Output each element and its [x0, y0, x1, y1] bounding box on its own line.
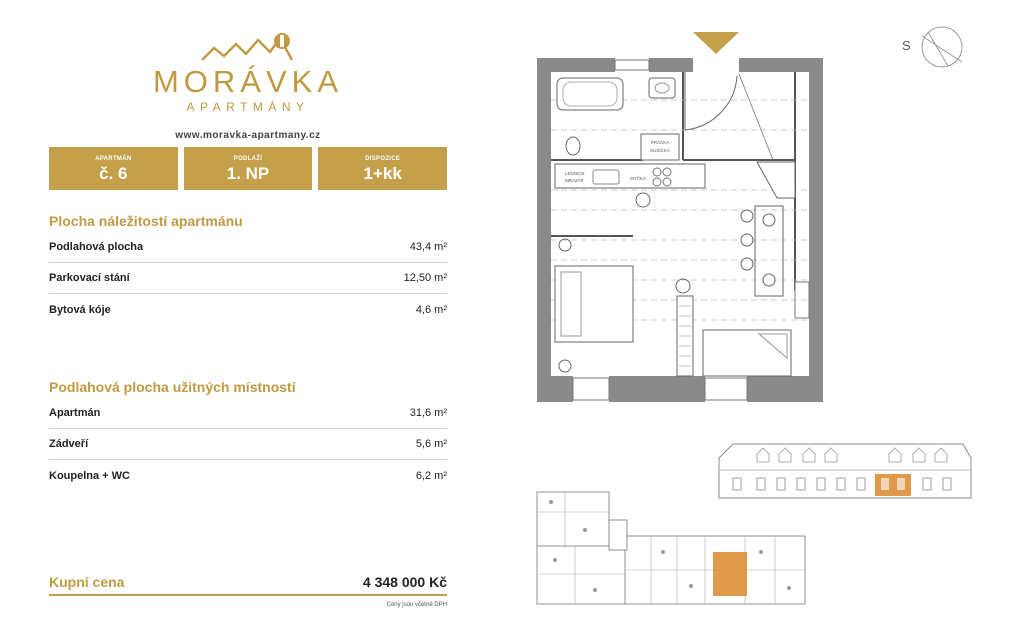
- table-row: [49, 294, 447, 325]
- row-value: 12,50 m²: [403, 272, 447, 284]
- sofa: [555, 266, 633, 342]
- table-row: [49, 429, 447, 460]
- highlighted-unit: [875, 474, 911, 496]
- table-row: [49, 398, 447, 429]
- table-row: [49, 232, 447, 263]
- apartment-area-table: [49, 232, 447, 325]
- svg-text:MYČKA: MYČKA: [630, 176, 647, 181]
- price-note: Ceny jsou včetně DPH: [386, 602, 447, 608]
- brand-subtitle: APARTMÁNY: [186, 100, 310, 114]
- website-link[interactable]: www.moravka-apartmany.cz: [175, 130, 321, 141]
- table-row: [49, 460, 447, 491]
- row-value: 5,6 m²: [415, 438, 447, 450]
- brand-logo: [148, 30, 348, 120]
- bed: [703, 330, 791, 376]
- row-name: Podlahová plocha: [49, 241, 144, 253]
- info-box-floor: [184, 147, 313, 190]
- info-box-label: APARTMÁN: [95, 156, 132, 162]
- row-value: 43,4 m²: [409, 241, 447, 253]
- building-site-plan: [535, 490, 810, 608]
- apartment-info-boxes: [49, 147, 447, 190]
- price-label: Kupní cena: [49, 574, 125, 590]
- info-box-value: 1. NP: [226, 164, 270, 183]
- row-value: 6,2 m²: [415, 469, 447, 482]
- row-name: Apartmán: [49, 407, 101, 419]
- toilet: [566, 137, 580, 155]
- info-box-value: č. 6: [99, 164, 128, 183]
- svg-text:LEDNICE: LEDNICE: [565, 171, 585, 176]
- section-title-apartment: Plocha náležitostí apartmánu: [49, 213, 243, 229]
- info-box-layout: [318, 147, 447, 190]
- svg-text:SUŠIČKA: SUŠIČKA: [650, 148, 670, 153]
- info-box-apartment: [49, 147, 178, 190]
- compass-icon: [900, 22, 966, 72]
- row-name: Koupelna + WC: [49, 469, 130, 482]
- row-value: 4,6 m²: [415, 303, 447, 316]
- info-box-label: DISPOZICE: [365, 156, 401, 162]
- floor-plan: [533, 30, 825, 405]
- row-value: 31,6 m²: [409, 407, 447, 419]
- rooms-area-table: [49, 398, 447, 491]
- price-value: 4 348 000 Kč: [362, 574, 447, 590]
- info-box-value: 1+kk: [363, 164, 402, 183]
- mountain-logo-icon: [200, 30, 296, 62]
- svg-text:PRÁČKA: PRÁČKA: [650, 140, 670, 145]
- row-name: Bytová kóje: [49, 303, 111, 316]
- price-row: [49, 570, 447, 596]
- row-name: Parkovací stání: [49, 272, 130, 284]
- entrance-arrow-icon: [693, 32, 739, 54]
- compass-letter: S: [902, 38, 911, 53]
- brand-name: MORÁVKA: [152, 64, 344, 99]
- info-box-label: PODLAŽÍ: [233, 156, 263, 162]
- washbasin: [649, 78, 675, 98]
- table-row: [49, 263, 447, 294]
- row-name: Zádveří: [49, 438, 89, 450]
- highlighted-apartment: [713, 552, 747, 596]
- section-title-rooms: Podlahová plocha užitných místností: [49, 379, 296, 395]
- svg-text:MRAZÁK: MRAZÁK: [565, 178, 584, 183]
